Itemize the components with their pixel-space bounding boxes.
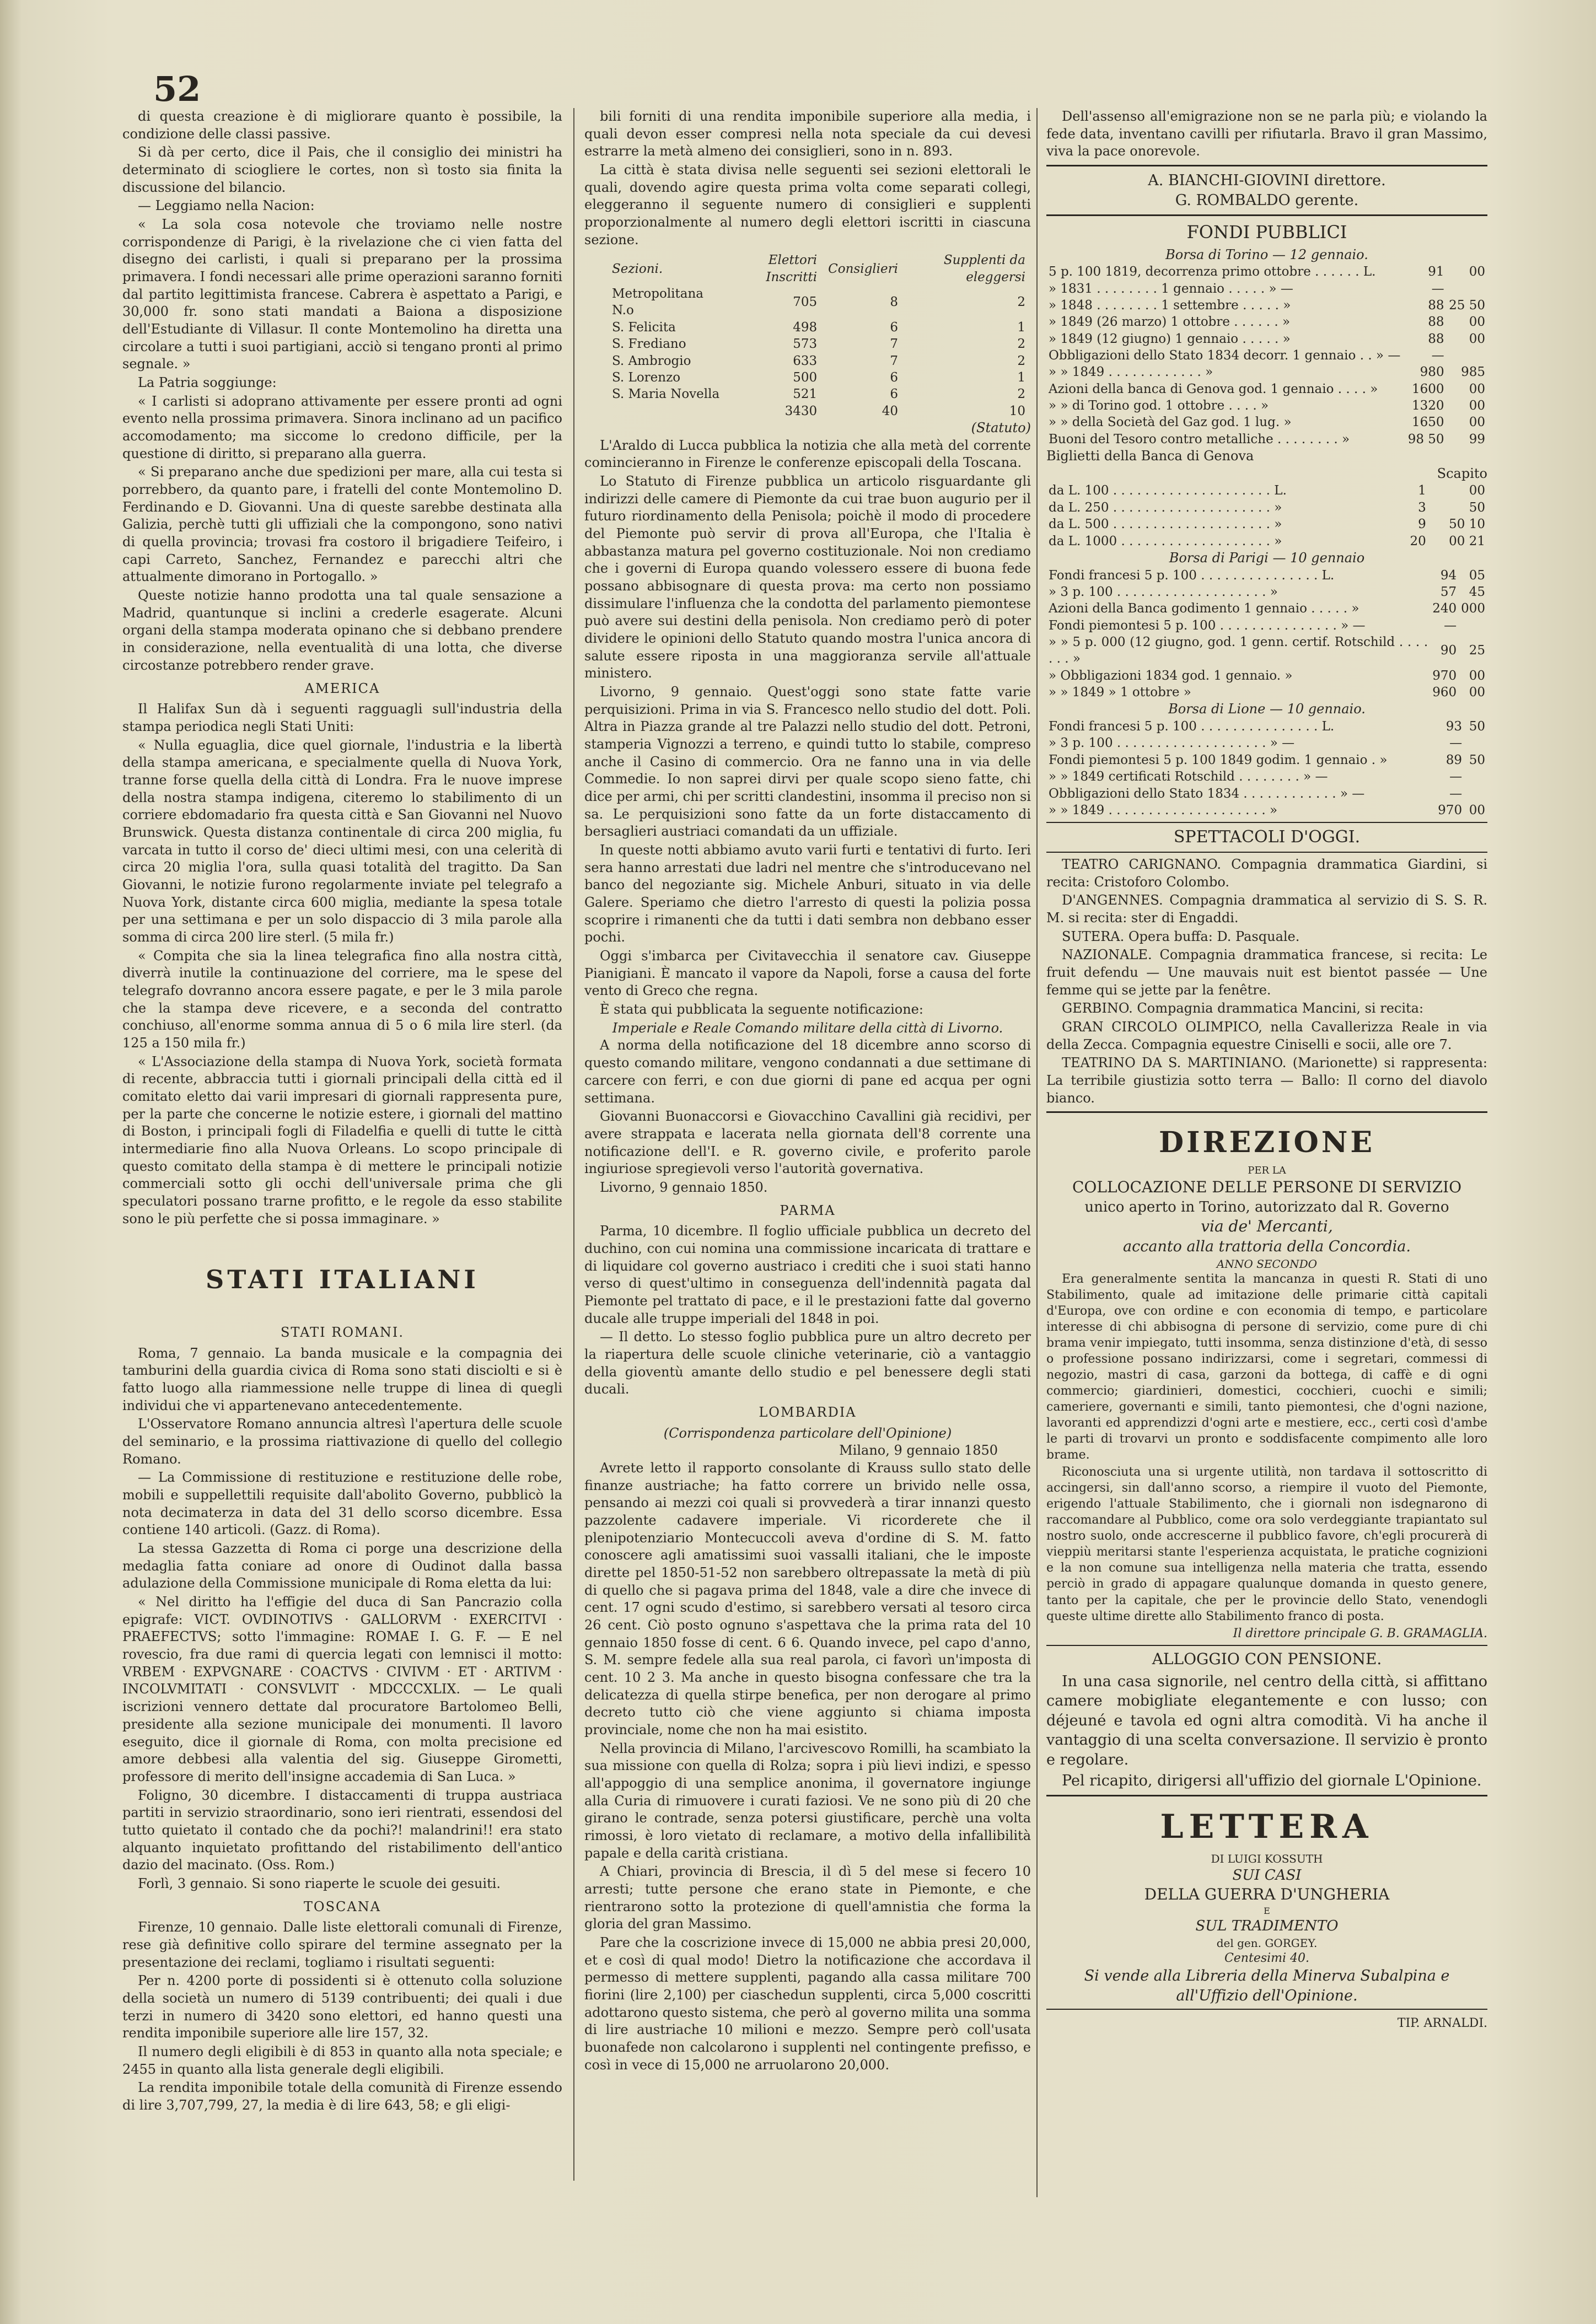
table-cell: 3430 [784, 404, 818, 418]
america-news [122, 701, 562, 1228]
director-line: A. BIANCHI-GIOVINI direttore. [1148, 172, 1386, 190]
paragraph: In una casa signorile, nel centro della città, si affittano camere mobigliate elegantemente e con lusso; con déjeuné e tavola ed ogni altra comodità. Vi ha anche il vantaggio di una scelta conversazione. Il servizio è pronto e regolare. [1046, 1672, 1487, 1769]
table-cell: 3 [1418, 500, 1426, 515]
statuto-source: (Statuto) [971, 419, 1031, 435]
table-cell: da L. 250 . . . . . . . . . . . . . . . . . . . . » [1049, 500, 1282, 515]
table-cell [1464, 786, 1487, 802]
table-row [1046, 718, 1487, 735]
table-cell: » » 1849 . . . . . . . . . . . . . . . . . . . . » [1049, 803, 1278, 817]
table-cell: da L. 1000 . . . . . . . . . . . . . . . . . . . » [1049, 534, 1282, 548]
paragraph: La città è stata divisa nelle seguenti sei sezioni elettorali le quali, dovendo agire questa prima volta come separati collegi, eleggeranno il seguente numero di consiglieri e supplenti proporzionalmente al numero degli elettori iscritti in ciascuna sezione. [584, 162, 1031, 248]
column-2 [584, 108, 1031, 2181]
direzione-text [1046, 1271, 1487, 1624]
table-cell: 00 [1469, 483, 1485, 498]
spain-news [122, 108, 562, 675]
paragraph: Per n. 4200 porte di possidenti si è ottenuto colla soluzione della società un numero di 5139 contribuenti; dei quali i due terzi in numero di 3420 sono elettori, ed hanno questi una rendita imponibile superiore alle lire 157, 32. [122, 1973, 562, 2041]
toscana-continued [584, 108, 1031, 249]
table-cell: 240 [1432, 601, 1457, 616]
table-cell: Fondi francesi 5 p. 100 . . . . . . . . . . . . . . . L. [1049, 719, 1335, 734]
table-cell: 20 [1410, 534, 1426, 548]
table-cell: 960 [1432, 685, 1457, 700]
stati-italiani-heading: STATI ITALIANI [206, 1265, 479, 1295]
paragraph: GRAN CIRCOLO OLIMPICO, nella Cavallerizza Reale in via della Zecca. Compagnia equestre Ciniselli e socii, alle ore 7. [1046, 1019, 1487, 1052]
paragraph: A norma della notificazione del 18 dicembre anno scorso di questo comando militare, vengono condannati a due settimane di carcere con ferri, e con due giorni di pane ed acqua per ogni settimana. [584, 1037, 1031, 1106]
table-cell: 970 [1432, 668, 1457, 683]
paragraph: Lo Statuto di Firenze pubblica un articolo risguardante gli indirizzi delle camere di Piemonte da cui trae buon augurio per il futuro riordinamento della Penisola; poichè il modo di procedere del Piemonte può servir di prova all'Europa, che l'Italia è abbastanza matura pel governo costituzionale. Noi non crediamo che i governi di Europa quando volessero essere di buona fede possano abbisognare di questa prova: ma certo non possiamo dissimulare l'influenza che la condotta del parlamento piemontese può avere sui destini della penisola. Non crediamo però di poter dividere le opinioni dello Statuto quando mostra l'unica ancora di salute essere riposta in una maggioranza servile all'attuale ministero. [584, 473, 1031, 681]
per-la: PER LA [1248, 1164, 1286, 1176]
table-row [1046, 331, 1487, 347]
table-row [1046, 735, 1487, 751]
toscana-news [122, 1919, 562, 2114]
paragraph: bili forniti di una rendita imponibile superiore alla media, i quali devon esser compresi nella nota speciale da cui devesi estrarre la metà almeno dei consiglieri, sono in n. 893. [584, 109, 1031, 159]
accanto-line: accanto alla trattoria della Concordia. [1123, 1238, 1411, 1255]
table-row [1046, 752, 1487, 768]
table-cell: » » 1849 certificati Rotschild . . . . . . . . » — [1049, 770, 1328, 784]
table-cell: 500 [793, 370, 818, 385]
table-cell: » » 5 p. 000 (12 giugno, god. 1 genn. certif. Rotschild . . . . . . . » [1049, 635, 1428, 666]
table-cell: da L. 100 . . . . . . . . . . . . . . . . . . . . L. [1049, 483, 1287, 498]
column-rule [1036, 108, 1038, 2197]
table-row [1046, 684, 1487, 701]
lombardia-date: Milano, 9 gennaio 1850 [839, 1443, 998, 1459]
table-cell: 94 [1440, 568, 1457, 583]
paragraph: NAZIONALE. Compagnia drammatica francese, si recita: Le fruit defendu — Une mauvais nuit est bientot passée — Une femme qui se jette par la fenêtre. [1046, 947, 1487, 998]
gorgey-line: del gen. GORGEY. [1216, 1936, 1318, 1950]
borsa-parigi: Borsa di Parigi — 10 gennaio [1169, 550, 1365, 566]
table-cell: » » 1849 » 1 ottobre » [1049, 685, 1191, 700]
table-cell: » » di Torino god. 1 ottobre . . . . » [1049, 399, 1269, 413]
alloggio-text [1046, 1672, 1487, 1791]
divider [1046, 852, 1487, 853]
table-cell: — [1444, 618, 1457, 633]
table-cell: — [1449, 736, 1463, 751]
table-header-row [606, 252, 1031, 286]
table-cell: 2 [1017, 387, 1025, 402]
paragraph: D'ANGENNES. Compagnia drammatica al servizio di S. S. R. M. si recita: ster di Engaddi. [1046, 892, 1487, 926]
vende-line: Si vende alla Libreria della Minerva Subalpina e all'Uffizio dell'Opinione. [1084, 1967, 1450, 2004]
lombardia-end [1046, 108, 1487, 160]
table-cell: 25 50 [1449, 298, 1485, 313]
di-luigi: DI LUIGI KOSSUTH [1211, 1852, 1323, 1865]
table-row [1046, 431, 1487, 448]
table-row [606, 336, 1031, 352]
table-row [1046, 381, 1487, 397]
table-cell: Sezioni. [612, 261, 663, 276]
torino-fund-table [1046, 263, 1487, 448]
paragraph: Roma, 7 gennaio. La banda musicale e la compagnia dei tamburini della guardia civica di Roma sono stati disciolti e si è fatto luogo alla riammessione nelle truppe di linea di quegli individui che vi appartenevano antecedentemente. [122, 1345, 562, 1413]
paragraph: Nella provincia di Milano, l'arcivescovo Romilli, ha scambiato la sua missione con quella di Rolza; sopra i più lievi indizi, e spesso all'appoggio di una semplice anonima, il governatore ingiunge alla Curia di rimuovere i curati faziosi. Ve ne sono più di 20 che girano le contrade, senza potersi giustificare, perchè una volta rimossi, è loro vietato di reclamare, a motivo della infallibilità papale e della carità cristiana. [584, 1740, 1031, 1861]
paragraph: A Chiari, provincia di Brescia, il dì 5 del mese si fecero 10 arresti; tutte persone che erano state in Piemonte, e che rientrarono sotto la protezione di quell'amnistia che forma la gloria del gran Massimo. [584, 1864, 1031, 1932]
table-cell: 00 [1469, 685, 1485, 700]
table-cell: Obbligazioni dello Stato 1834 . . . . . . . . . . . . » — [1049, 786, 1365, 801]
table-row [1046, 397, 1487, 414]
paragraph: « Nulla eguaglia, dice quel giornale, l'industria e la libertà della stampa americana, e specialmente quella di Nuova York, tranne forse quella della città di Londra. Fra le nuove imprese della nostra stampa indigena, citeremo lo stabilimento di un corriere ebdomadario fra questa città e San Giovanni nel Nuovo Brunswick. Questa distanza continentale di circa 200 miglia, fu varcata in tutto il corso de' dieci ultimi mesi, con una celerità di circa 20 miglia l'ora, sulla quasi totalità del tragitto. Da San Giovanni, le notizie furono regolarmente inviate pel telegrafo a Nuova York, distante circa 600 miglia, mediante la spesa totale per una settimana e per un solo dispaccio di 3 mila parole alla somma di circa 200 lire sterl. (5 mila fr.) [122, 737, 562, 945]
paragraph: Avrete letto il rapporto consolante di Krauss sullo stato delle finanze austriache; ha fatto correre un brivido nelle ossa, pensando ai mezzi coi quali si provvederà a tirar innanzi questo pazzolente cadavere imperiale. Vi ricorderete che il plenipotenziario Montecuccoli aveva d'ordine di S. M. fatto conoscere agli amatissimi suoi vassalli italiani, che le imposte dirette pel 1850-51-52 non sarebbero oltrepassate la metà di più di quello che si pagava prima del 1848, vale a dire che invece di cent. 17 ogni scudo d'estimo, si sarebbero versati al tesoro circa 26 cent. Ciò posto ognuno s'aspettava che la prima rata del 10 gennaio 1850 fosse di cent. 6 6. Quando invece, pel capo d'anno, S. M. sempre fedele alla sua real parola, ci favorì un'imposta di cent. 10 2 3. Ma anche in questo bisogna confessare che tra la delicatezza di quella stirpe benefica, per non derogare al primo decreto tutto ciò che viene aggiunto si chiama imposta provinciale, nome che non ha mai esistito. [584, 1460, 1031, 1738]
unico-line: unico aperto in Torino, autorizzato dal R. Governo [1084, 1198, 1449, 1215]
column-3 [1046, 108, 1487, 2197]
biglietti-heading: Biglietti della Banca di Genova [1046, 448, 1254, 464]
divider [1046, 1645, 1487, 1646]
table-cell: 98 50 [1407, 432, 1444, 446]
table-row [1046, 482, 1487, 499]
table-cell: Azioni della Banca godimento 1 gennaio . . . . . » [1049, 601, 1359, 616]
table-row [1046, 499, 1487, 516]
table-cell: 705 [793, 295, 818, 310]
table-cell: 40 [882, 404, 898, 418]
borsa-torino: Borsa di Torino — 12 gennaio. [1165, 246, 1368, 262]
electoral-sections-table [606, 252, 1031, 419]
table-cell: 05 [1469, 568, 1485, 583]
table-cell: 00 [1469, 399, 1485, 413]
table-cell: 91 [1428, 265, 1444, 279]
toscana-heading: TOSCANA [303, 1898, 381, 1914]
table-cell: — [1449, 786, 1463, 801]
fondi-heading: FONDI PUBBLICI [1186, 222, 1347, 243]
table-row [1046, 414, 1487, 431]
paragraph: « I carlisti si adoprano attivamente per essere pronti ad ogni evento nella prossima primavera. Sinora inclinano ad un pacifico accomodamento; ma siccome lo credono difficile, per la questione di diritto, si preparano alla guerra. [122, 393, 562, 461]
collocazione-heading: COLLOCAZIONE DELLE PERSONE DI SERVIZIO [1072, 1177, 1462, 1196]
paragraph: Riconosciuta una si urgente utilità, non tardava il sottoscritto di accingersi, sin dall'anno scorso, a riempire il vuoto del Piemonte, erigendo l'attuale Stabilimento, che i giornali non isdegnarono di raccomandare al Pubblico, come ora solo verdeggiante trapiantato sul nostro suolo, onde accrescerne il pubblico favore, ch'egli procurerà di vieppiù meritarsi stante l'esperienza acquistata, le pratiche cognizioni e la non comune sua intelligenza nella materia che tratta, essendo perciò in grado di appagare qualunque domanda in questo genere, tanto per la capitale, che per le provincie dello Stato, venendogli queste ultime dirette allo Stabilimento franco di posta. [1046, 1465, 1487, 1623]
table-cell: Metropolitana N.o [612, 287, 704, 318]
table-cell: Azioni della banca di Genova god. 1 gennaio . . . . » [1049, 381, 1378, 396]
table-row [606, 319, 1031, 336]
via-line: via de' Mercanti, [1201, 1217, 1333, 1235]
table-cell: 1320 [1412, 399, 1444, 413]
divider [1046, 1111, 1487, 1113]
paragraph: — Il detto. Lo stesso foglio pubblica pure un altro decreto per la riapertura delle scuole cliniche veterinarie, ciò a vantaggio della gioventù amante dello studio e pel benessere degli stati ducali. [584, 1329, 1031, 1397]
table-cell: 6 [890, 370, 898, 385]
e-line: E [1264, 1906, 1270, 1917]
spettacoli-heading: SPETTACOLI D'OGGI. [1173, 827, 1361, 847]
table-cell: 89 [1445, 752, 1463, 767]
tradimento-line: SUL TRADIMENTO [1195, 1918, 1339, 1935]
table-cell: » 1849 (12 giugno) 1 gennaio . . . . . » [1049, 331, 1291, 346]
column-1 [122, 108, 562, 2181]
paragraph: L'Osservatore Romano annuncia altresì l'apertura delle scuole del seminario, e la prossima riattivazione di quello del collegio Romano. [122, 1416, 562, 1467]
table-cell [606, 403, 726, 419]
table-cell: 5 p. 100 1819, decorrenza primo ottobre . . . . . . L. [1049, 265, 1376, 279]
paragraph: « Si preparano anche due spedizioni per mare, alla cui testa si porrebbero, da quanto pare, i fratelli del conte Montemolino D. Ferdinando e D. Giovanni. Una di queste sarebbe destinata alla Galizia, perchè tutti gli uffiziali che la compongono, sono nativi di quella provincia; trovasi fra costoro il brigadiere Teifeiro, i capi Carreto, Sanchez, Fernandez e parecchi altri che attualmente dimorano in Portogallo. » [122, 464, 562, 585]
paragraph: TEATRO CARIGNANO. Compagnia drammatica Giardini, si recita: Cristoforo Colombo. [1046, 856, 1487, 890]
column-rule [573, 108, 574, 2181]
paragraph: TEATRINO DA S. MARTINIANO. (Marionette) si rappresenta: La terribile giustizia sotto terra — Ballo: Il corno del diavolo bianco. [1046, 1055, 1487, 1106]
table-cell: — [1449, 770, 1463, 784]
paragraph: « La sola cosa notevole che troviamo nelle nostre corrispondenze di Parigi, è la rivelazione che ci vien fatta del disegno dei carlisti, i quali si preparano per la prossima primavera. I fondi necessari alle prime operazioni saranno forniti dal partito legittimista francese. Cabrera è aspettato a Parigi, e 30,000 fr. sono stati mandati a Baiona a disposizione dell'Estudiante di Villasur. Il conte Montemolino ha diretta una circolare a tutti i suoi partigiani, acciò si tengano pronti al primo segnale. » [122, 217, 562, 372]
table-cell: » » della Società del Gaz god. 1 lug. » [1049, 415, 1292, 430]
table-cell: 00 [1469, 803, 1485, 817]
table-cell: 1600 [1412, 381, 1444, 396]
divider [1046, 165, 1487, 166]
table-cell [1464, 735, 1487, 751]
table-row [1046, 634, 1487, 668]
table-cell: 88 [1428, 331, 1444, 346]
table-row [1046, 263, 1487, 280]
table-cell: 90 [1440, 643, 1457, 658]
table-cell: 00 [1469, 668, 1485, 683]
table-cell: 970 [1438, 803, 1463, 817]
paragraph: La rendita imponibile totale della comunità di Firenze essendo di lire 3,707,799, 27, la media è di lire 643, 58; e gli eligi- [122, 2080, 562, 2113]
paragraph: « Compita che sia la linea telegrafica fino alla nostra città, diverrà inutile la continuazione del corriere, ma le spese del telegrafo dovranno ancora essere pagate, e per le 3 mila parole che la stampa deve ricevere, e a seconda del contratto conchiuso, all'enorme somma annua di 5 o 6 mila lire sterl. (da 125 a 150 mila fr.) [122, 948, 562, 1051]
table-cell: » 1849 (26 marzo) 1 ottobre . . . . . . » [1049, 315, 1291, 330]
america-heading: AMERICA [304, 680, 380, 696]
paragraph: Livorno, 9 gennaio. Quest'oggi sono state fatte varie perquisizioni. Prima in via S. Francesco nello studio del dott. Poli. Altra in Piazza grande al tre Palazzi nello studio del dott. Petroni, stamperia Vignozzi a terreno, e quindi tutto lo stabile, compreso anche il Casino di commercio. Ora ne fanno una in via delle Commedie. Io non saprei dirvi per quale scopo sieno fatte, chi dice per armi, chi per scritti clandestini, insomma il preciso non si sa. Le perquisizioni sono fatte da un forte distaccamento di bersaglieri austriaci comandati da un uffiziale. [584, 684, 1031, 840]
parma-news [584, 1223, 1031, 1398]
table-cell: Fondi piemontesi 5 p. 100 1849 godim. 1 gennaio . » [1049, 752, 1388, 767]
table-cell: 6 [890, 320, 898, 335]
table-cell: S. Felicita [612, 320, 676, 335]
printer-line: TIP. ARNALDI. [1397, 2016, 1487, 2031]
alloggio-heading: ALLOGGIO CON PENSIONE. [1152, 1649, 1382, 1668]
table-cell: 99 [1469, 432, 1485, 446]
table-total-row [606, 403, 1031, 419]
paragraph: Pare che la coscrizione invece di 15,000 ne abbia presi 20,000, et e così di qual modo! Dietro la notificazione che accordava il permesso di mettere supplenti, pagando alla cassa militare 700 fiorini (lire 2,100) per ciaschedun supplenti, circa 5,000 coscritti adottarono questo sistema, che però al governo milita una somma di lire austriache 10 milioni e mezzo. Sempre però coll'usata buonafede non calcolarono i supplenti nel contingente prefisso, e così in vece di 15,000 ne arruolarono 20,000. [584, 1935, 1031, 2073]
table-cell: Consiglieri [828, 261, 898, 276]
scapito-label: Scapito [1437, 465, 1487, 481]
table-cell: 88 [1428, 298, 1444, 313]
page-number: 52 [153, 69, 201, 109]
table-cell: 88 [1428, 315, 1444, 330]
table-cell: » 3 p. 100 . . . . . . . . . . . . . . . . . . . » [1049, 584, 1278, 599]
table-cell: 521 [793, 387, 818, 402]
paragraph: — Leggiamo nella Nacion: [138, 198, 315, 214]
paragraph: Queste notizie hanno prodotta una tal quale sensazione a Madrid, quantunque si inclini a crederle esagerate. Alcuni organi della stampa moderata opinano che si debbano prendere in considerazione, nella eventualità di una lotta, che diverse circostanze potrebbero render grave. [122, 588, 562, 673]
table-cell: 00 21 [1449, 534, 1485, 548]
table-cell: 2 [1017, 353, 1025, 368]
table-cell: Fondi francesi 5 p. 100 . . . . . . . . . . . . . . . L. [1049, 568, 1335, 583]
table-cell: Fondi piemontesi 5 p. 100 . . . . . . . . . . . . . . . » — [1049, 618, 1366, 633]
table-cell [1447, 347, 1487, 364]
paragraph: GERBINO. Compagnia drammatica Mancini, si recita: [1062, 1000, 1424, 1016]
table-row [1046, 297, 1487, 314]
table-cell: 50 [1469, 500, 1485, 515]
table-cell [1447, 281, 1487, 297]
table-cell: 00 [1469, 415, 1485, 430]
table-cell: S. Ambrogio [612, 353, 691, 368]
table-cell: 1 [1017, 320, 1025, 335]
paragraph: — La Commissione di restituzione e restituzione delle robe, mobili e suppellettili requisite dall'abolito Governo, pubblicò la nota decimaterza in data del 31 dello scorso dicembre. Essa contiene 140 articoli. (Gazz. di Roma). [122, 1470, 562, 1538]
table-row [1046, 617, 1487, 634]
lombardia-subheading: (Corrispondenza particolare dell'Opinione) [663, 1425, 952, 1441]
table-row [1046, 516, 1487, 532]
paragraph: La stessa Gazzetta di Roma ci porge una descrizione della medaglia fatta coniare ad onore di Oudinot dalla bassa adulazione della Commissione municipale di Roma eletta da lui: [122, 1541, 562, 1591]
gerente-line: G. ROMBALDO gerente. [1175, 191, 1359, 209]
table-cell: 985 [1461, 365, 1485, 380]
paragraph: Oggi s'imbarca per Civitavecchia il senatore cav. Giuseppe Pianigiani. È mancato il vapore da Napoli, forse a causa del forte vento di Greco che regna. [584, 948, 1031, 999]
table-row [1046, 364, 1487, 380]
divider [1046, 2009, 1487, 2010]
table-cell: 10 [1009, 404, 1025, 418]
paragraph: Dell'assenso all'emigrazione non se ne parla più; e violando la fede data, inventano cavilli per rifiutarla. Bravo il gran Massimo, viva la pace onorevole. [1046, 109, 1487, 159]
divider [1046, 214, 1487, 216]
table-cell: 25 [1469, 643, 1485, 658]
table-cell: 8 [890, 295, 898, 310]
table-cell: 00 [1469, 331, 1485, 346]
paragraph: « Nel diritto ha l'effigie del duca di San Pancrazio colla epigrafe: VICT. OVDINOTIVS · GALLORVM · EXERCITVI · PRAEFECTVS; sotto l'immagine: ROMAE I. G. F. — E nel rovescio, fra due rami di quercia legati con lemnisci il motto: VRBEM · EXPVGNARE · COACTVS · CIVIVM · ET · ARTIVM · INCOLVMITATI · CONSVLVIT · MDCCCXLIX. — Le quali iscrizioni vennero dettate dal procuratore Bartolomeo Belli, presidente alla sezione municipale dei monumenti. Il lavoro eseguito, dice il giornale di Roma, con molta precisione ed amore debbesi alla valentia del sig. Giuseppe Girometti, professore di merito dell'insigne accademia di San Luca. » [122, 1594, 562, 1784]
table-cell: 633 [793, 353, 818, 368]
stati-romani-heading: STATI ROMANI. [280, 1325, 405, 1341]
table-cell: Buoni del Tesoro contro metalliche . . . . . . . . » [1049, 432, 1350, 446]
table-cell: 573 [793, 337, 818, 352]
table-cell: 7 [890, 353, 898, 368]
lombardia-heading: LOMBARDIA [759, 1404, 857, 1420]
table-cell: 00 [1469, 381, 1485, 396]
notification-heading: Imperiale e Reale Comando militare della città di Livorno. [612, 1020, 1003, 1036]
guerra-line: DELLA GUERRA D'UNGHERIA [1144, 1885, 1390, 1904]
lione-fund-table [1046, 718, 1487, 819]
paragraph: È stata qui pubblicata la seguente notificazione: [600, 1002, 923, 1018]
table-row [1046, 768, 1487, 785]
table-cell: 50 [1469, 752, 1485, 767]
table-cell: 9 [1418, 517, 1426, 532]
table-cell: 1650 [1412, 415, 1444, 430]
direttore-principale: Il direttore principale G. B. GRAMAGLIA. [1233, 1626, 1487, 1640]
table-row [606, 353, 1031, 369]
table-cell: da L. 500 . . . . . . . . . . . . . . . . . . . . » [1049, 517, 1282, 532]
table-cell: 50 [1469, 719, 1485, 734]
table-row [1046, 668, 1487, 684]
table-cell: S. Maria Novella [612, 387, 720, 402]
table-cell [1459, 617, 1487, 634]
table-cell: 00 [1469, 315, 1485, 330]
table-cell: » » 1849 . . . . . . . . . . . . » [1049, 365, 1213, 380]
table-cell: » 1831 . . . . . . . . 1 gennaio . . . . . » — [1049, 281, 1293, 296]
table-cell: S. Lorenzo [612, 370, 681, 385]
table-cell: 2 [1017, 337, 1025, 352]
table-row [606, 386, 1031, 402]
notification-text [584, 1037, 1031, 1196]
paragraph: La Patria soggiunge: [138, 375, 277, 391]
table-row [1046, 281, 1487, 297]
biglietti-table [1046, 482, 1487, 549]
table-row [1046, 347, 1487, 364]
table-cell: 6 [890, 387, 898, 402]
table-cell [1464, 768, 1487, 785]
table-cell: — [1431, 281, 1444, 296]
divider [1046, 1795, 1487, 1796]
divider [1046, 822, 1487, 823]
paragraph: Forlì, 3 gennaio. Si sono riaperte le scuole dei gesuiti. [138, 1875, 501, 1891]
table-cell: 7 [890, 337, 898, 352]
centesimi-line: Centesimi 40. [1224, 1951, 1310, 1965]
stati-romani-news [122, 1345, 562, 1893]
paragraph: « L'Associazione della stampa di Nuova York, società formata di recente, abbraccia tutti i giornali principali della città ed il comitato eletto dai varii impresari di giornali rappresenta pure, per la parte che concerne le notizie estere, i giornali del mattino di Boston, i principali fogli di Filadelfia e quelli di tutte le città intermediarie fino alla Nuova Orleans. Lo scopo principale di questo comitato della stampa è di mettere le principali notizie commerciali sotto gli occhi dell'universale prima che gli speculatori possano trarne profitto, e le regole da esso stabilite sono le più perfette che si possa immaginare. » [122, 1053, 562, 1226]
paragraph: di questa creazione è di migliorare quanto è possibile, la condizione delle classi passive. [122, 109, 562, 142]
paragraph: Livorno, 9 gennaio 1850. [600, 1179, 768, 1195]
sui-casi: SUI CASI [1232, 1866, 1302, 1884]
table-row [1046, 567, 1487, 584]
parigi-fund-table [1046, 567, 1487, 701]
table-cell: 1 [1017, 370, 1025, 385]
table-cell: » 3 p. 100 . . . . . . . . . . . . . . . . . . . » — [1049, 736, 1295, 751]
spettacoli-list [1046, 856, 1487, 1107]
paragraph: Era generalmente sentita la mancanza in questi R. Stati di uno Stabilimento, quale ad imitazione delle primarie città capitali d'Europa, ove con ordine e con economia di tempo, e particolare interesse di chi abbisogna di persone di servizio, come pure di chi brama venir impiegato, tutti insomma, senza distinzione d'età, di sesso o professione possano indirizzarsi, come i segretari, commessi di negozio, mastri di casa, garzoni da bottega, di caffè e di ogni commercio; giardinieri, domestici, cocchieri, cuochi e simili; cameriere, governanti e simili, tanto piemontesi, che d'ogni nazione, lavoranti ed apprendizzi d'ogni arte e mestiere, ecc., certi così d'ambe le parti di trovarvi un pronto e soddisfacente compimento alle loro brame. [1046, 1272, 1487, 1462]
table-cell: 00 [1469, 265, 1485, 279]
table-cell: Elettori Inscritti [766, 253, 818, 284]
table-cell: 2 [1017, 295, 1025, 310]
table-cell: 1 [1418, 483, 1426, 498]
lettera-heading: LETTERA [1160, 1807, 1374, 1847]
paragraph: Si dà per certo, dice il Pais, che il consiglio dei ministri ha determinato di sciogliere le cortes, non sì tosto sia finita la discussione del bilancio. [122, 144, 562, 195]
direzione-heading: DIREZIONE [1158, 1126, 1375, 1160]
table-cell: » Obbligazioni 1834 god. 1 gennaio. » [1049, 668, 1293, 683]
paragraph: Firenze, 10 gennaio. Dalle liste elettorali comunali di Firenze, rese già definitive collo spirare del termine assegnato per la presentazione dei reclami, togliamo i risultati seguenti: [122, 1919, 562, 1970]
parma-heading: PARMA [780, 1202, 836, 1218]
table-cell: 57 [1440, 584, 1457, 599]
table-row [1046, 802, 1487, 819]
table-cell: — [1431, 348, 1444, 363]
table-cell: 000 [1461, 601, 1485, 616]
table-cell: 45 [1469, 584, 1485, 599]
table-cell: Supplenti da eleggersi [943, 253, 1025, 284]
table-row [1046, 786, 1487, 802]
table-cell: 50 10 [1449, 517, 1485, 532]
table-row [1046, 533, 1487, 550]
lombardia-news [584, 1460, 1031, 2074]
table-row [1046, 584, 1487, 600]
borsa-lione: Borsa di Lione — 10 gennaio. [1168, 701, 1366, 717]
paragraph: L'Araldo di Lucca pubblica la notizia che alla metà del corrente comincieranno in Firenze le conferenze episcopali della Toscana. [584, 437, 1031, 471]
table-cell: 980 [1420, 365, 1444, 380]
paragraph: Foligno, 30 dicembre. I distaccamenti di truppa austriaca partiti in servizio straordinario, sono ieri rientrati, essendosi del tutto quietato il contado che da pochi?! malandrini!! era stato alquanto inquietato profittando del ristabilimento dell'antico dazio del macinato. (Oss. Rom.) [122, 1787, 562, 1873]
table-cell: Obbligazioni dello Stato 1834 decorr. 1 gennaio . . » — [1049, 348, 1401, 363]
paragraph: Parma, 10 dicembre. Il foglio ufficiale pubblica un decreto del duchino, con cui nomina una commissione incaricata di trattare e di liquidare col governo austriaco i crediti che i suoi stati hanno verso di quest'ultimo in conseguenza dell'indennità pagata dal Piemonte pel trattato di pace, e il le prestazioni fatte dal governo ducale alle truppe imperiali del 1848 in poi. [584, 1223, 1031, 1326]
livorno-news [584, 437, 1031, 1019]
table-cell: 498 [793, 320, 818, 335]
paragraph: Il numero degli eligibili è di 853 in quanto alla nota speciale; e 2455 in quanto alla lista generale degli eligibili. [122, 2043, 562, 2077]
anno-line: ANNO SECONDO [1216, 1257, 1318, 1271]
table-row [1046, 600, 1487, 617]
paragraph: Giovanni Buonaccorsi e Giovacchino Cavallini già recidivi, per avere strappata e lacerata nella giornata dell'8 corrente una notificazione dell'I. e R. governo civile, e proferito parole ingiuriose spregievoli verso l'autorità governativa. [584, 1109, 1031, 1177]
table-cell: » 1848 . . . . . . . . 1 settembre . . . . . » [1049, 298, 1291, 313]
paragraph: In queste notti abbiamo avuto varii furti e tentativi di furto. Ieri sera hanno arrestati due ladri nel mentre che s'introducevano nel banco del negoziante sig. Michele Anburi, situato in via delle Galere. Speriamo che dietro l'arresto di questi la polizia possa scoprire i rimanenti che da tutti i dati sembra non debbano esser pochi. [584, 842, 1031, 945]
table-cell: S. Frediano [612, 337, 686, 352]
paragraph: SUTERA. Opera buffa: D. Pasquale. [1062, 928, 1300, 944]
table-row [606, 369, 1031, 386]
paragraph: Pel ricapito, dirigersi all'uffizio del giornale L'Opinione. [1062, 1772, 1482, 1789]
table-row [1046, 314, 1487, 330]
table-cell: 93 [1445, 719, 1463, 734]
paragraph: Il Halifax Sun dà i seguenti ragguagli sull'industria della stampa periodica negli Stati Uniti: [122, 701, 562, 734]
table-row [606, 286, 1031, 319]
